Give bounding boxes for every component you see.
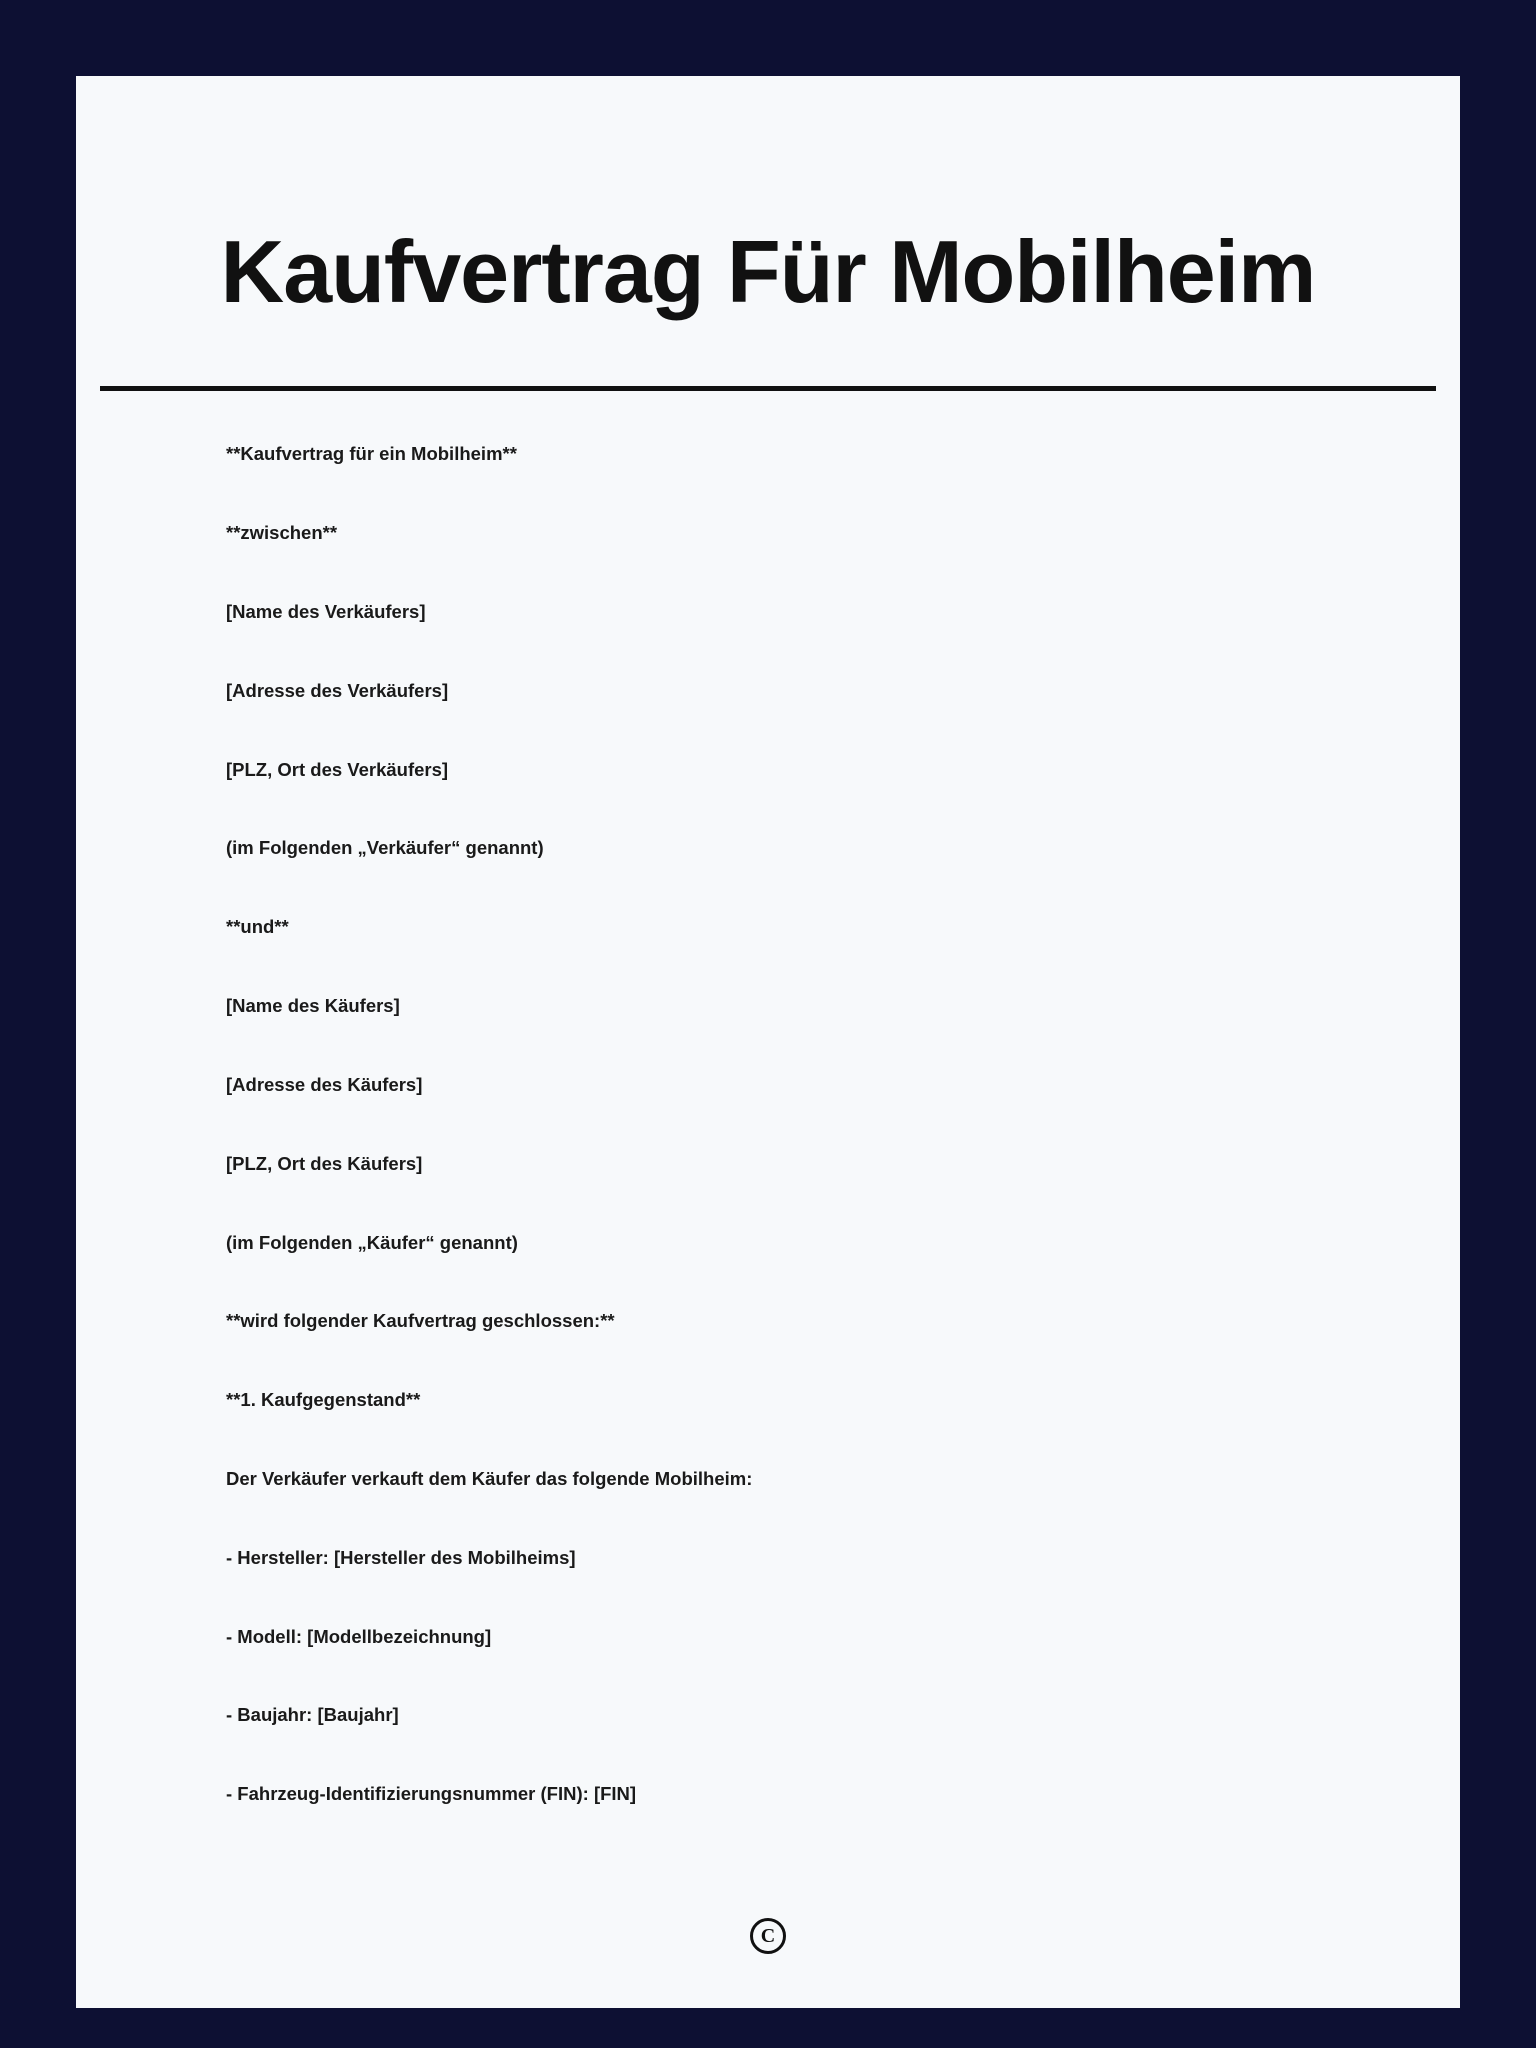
paragraph-sale-intro: Der Verkäufer verkauft dem Käufer das folgende Mobilheim: bbox=[226, 1467, 753, 1489]
paragraph-item-manufacturer: - Hersteller: [Hersteller des Mobilheims] bbox=[226, 1546, 576, 1568]
paragraph-item-vin: - Fahrzeug-Identifizierungsnummer (FIN): [FIN] bbox=[226, 1783, 637, 1805]
paragraph-item-model: - Modell: [Modellbezeichnung] bbox=[226, 1625, 492, 1647]
paragraph-item-year: - Baujahr: [Baujahr] bbox=[226, 1704, 399, 1726]
paragraph-seller-city: [PLZ, Ort des Verkäufers] bbox=[226, 758, 449, 780]
paragraph-and-label: **und** bbox=[226, 916, 289, 938]
copyright-icon: C bbox=[750, 1918, 786, 1954]
document-body bbox=[76, 391, 1460, 1808]
paragraph-buyer-designation: (im Folgenden „Käufer“ genannt) bbox=[226, 1231, 518, 1253]
paragraph-buyer-name: [Name des Käufers] bbox=[226, 995, 400, 1017]
paragraph-seller-designation: (im Folgenden „Verkäufer“ genannt) bbox=[226, 837, 544, 859]
paragraph-contract-conclusion: **wird folgender Kaufvertrag geschlossen:** bbox=[226, 1310, 615, 1332]
paragraph-seller-address: [Adresse des Verkäufers] bbox=[226, 679, 449, 701]
page-footer bbox=[76, 1918, 1460, 1954]
document-page bbox=[76, 76, 1460, 2008]
section-heading-kaufgegenstand: **1. Kaufgegenstand** bbox=[226, 1389, 421, 1411]
paragraph-seller-name: [Name des Verkäufers] bbox=[226, 601, 426, 623]
page-title: Kaufvertrag Für Mobilheim bbox=[220, 222, 1316, 321]
paragraph-buyer-city: [PLZ, Ort des Käufers] bbox=[226, 1152, 423, 1174]
paragraph-contract-heading: **Kaufvertrag für ein Mobilheim** bbox=[226, 443, 517, 465]
paragraph-buyer-address: [Adresse des Käufers] bbox=[226, 1073, 423, 1095]
paragraph-between-label: **zwischen** bbox=[226, 522, 338, 544]
